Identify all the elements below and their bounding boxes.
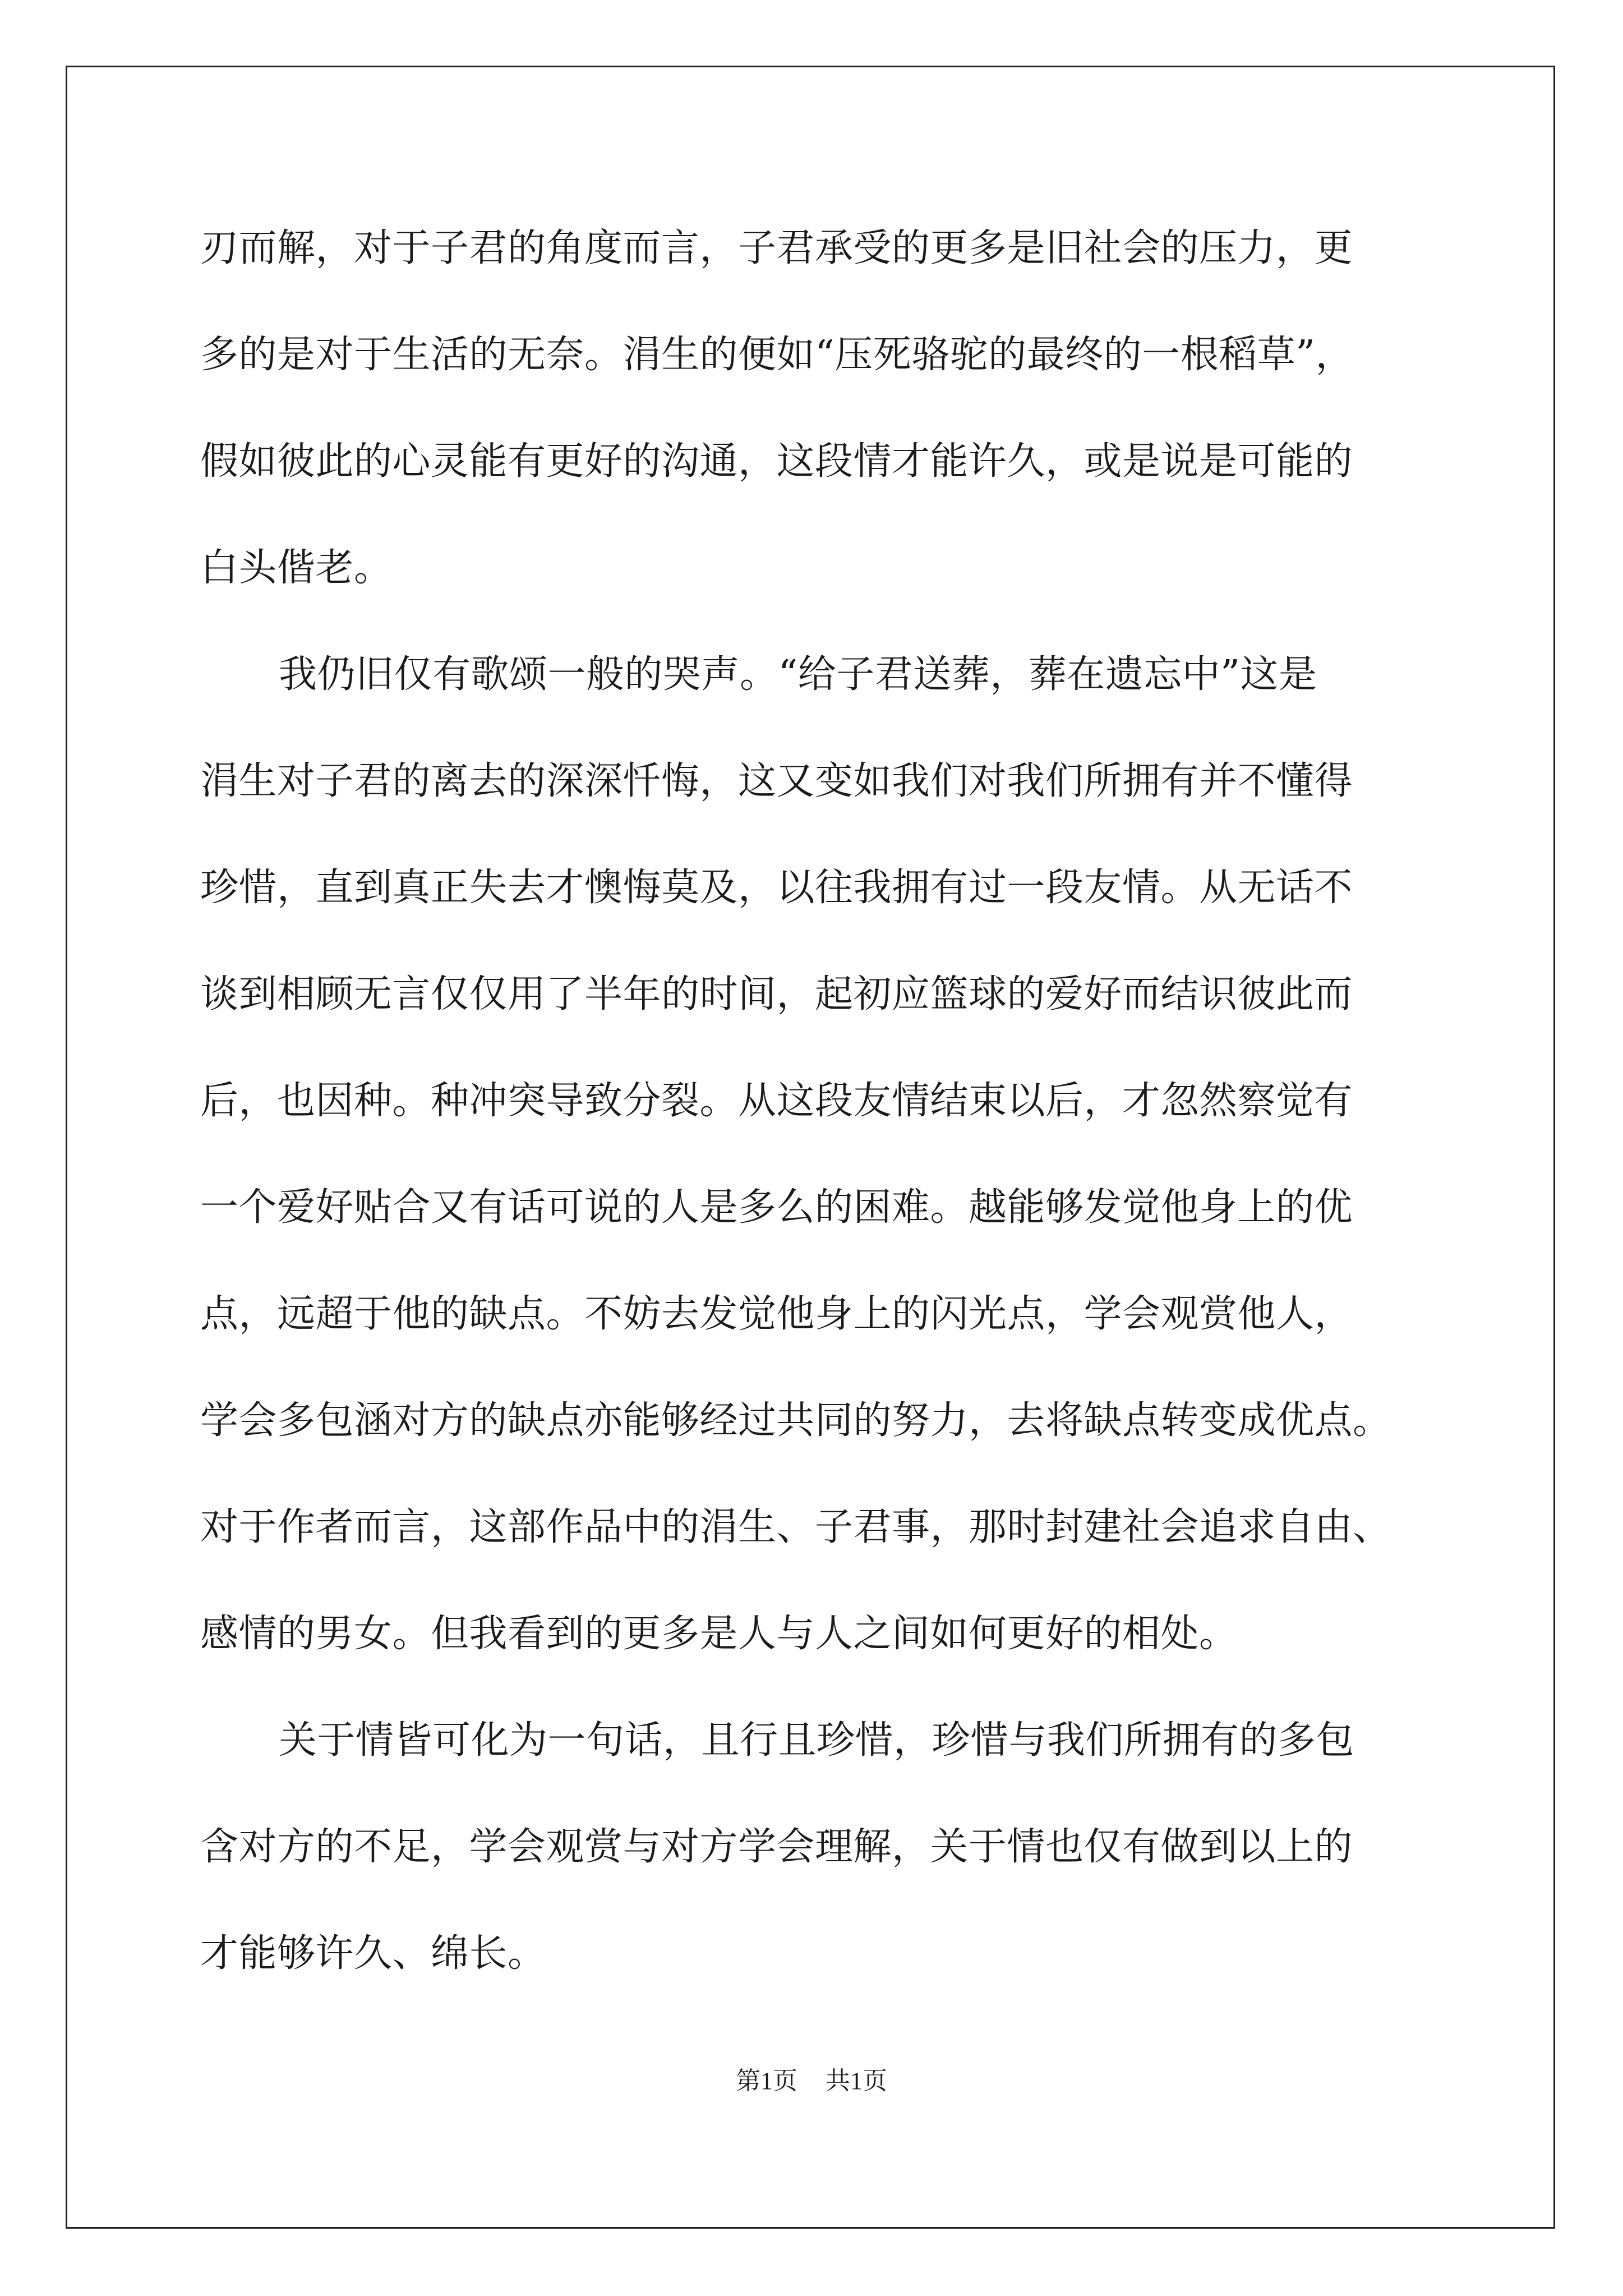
text-line: 含对方的不足，学会观赏与对方学会理解，关于情也仅有做到以上的 — [200, 1825, 1353, 1869]
text-line: 多的是对于生活的无奈。涓生的便如“压死骆驼的最终的一根稻草”， — [200, 333, 1354, 377]
text-line: 点，远超于他的缺点。不妨去发觉他身上的闪光点，学会观赏他人， — [200, 1292, 1353, 1336]
text-line: 对于作者而言，这部作品中的涓生、子君事，那时封建社会追求自由、 — [200, 1505, 1391, 1549]
text-line: 后，也因种。种冲突导致分裂。从这段友情结束以后，才忽然察觉有 — [200, 1079, 1353, 1123]
page-number: 第1页 — [736, 2067, 797, 2095]
page-total: 共1页 — [826, 2067, 887, 2095]
text-line: 涓生对子君的离去的深深忏悔，这又变如我们对我们所拥有并不懂得 — [200, 759, 1353, 803]
text-line: 假如彼此的心灵能有更好的沟通，这段情才能许久，或是说是可能的 — [200, 439, 1353, 484]
page-footer — [0, 2065, 1623, 2097]
paragraph-first-line: 关于情皆可化为一句话，且行且珍惜，珍惜与我们所拥有的多包 — [279, 1718, 1355, 1763]
text-line: 珍惜，直到真正失去才懊悔莫及，以往我拥有过一段友情。从无话不 — [200, 866, 1353, 910]
text-line: 谈到相顾无言仅仅用了半年的时间，起初应篮球的爱好而结识彼此而 — [200, 972, 1353, 1016]
text-line: 白头偕老。 — [200, 546, 393, 590]
paragraph-first-line: 我仍旧仅有歌颂一般的哭声。“给子君送葬，葬在遗忘中”这是 — [279, 652, 1317, 697]
text-line: 感情的男女。但我看到的更多是人与人之间如何更好的相处。 — [200, 1612, 1238, 1656]
text-line: 一个爱好贴合又有话可说的人是多么的困难。越能够发觉他身上的优 — [200, 1185, 1353, 1230]
text-line: 才能够许久、绵长。 — [200, 1931, 546, 1976]
text-line: 刃而解，对于子君的角度而言，子君承受的更多是旧社会的压力，更 — [200, 226, 1353, 270]
text-line: 学会多包涵对方的缺点亦能够经过共同的努力，去将缺点转变成优点。 — [200, 1398, 1391, 1443]
document-body — [200, 220, 1412, 2032]
